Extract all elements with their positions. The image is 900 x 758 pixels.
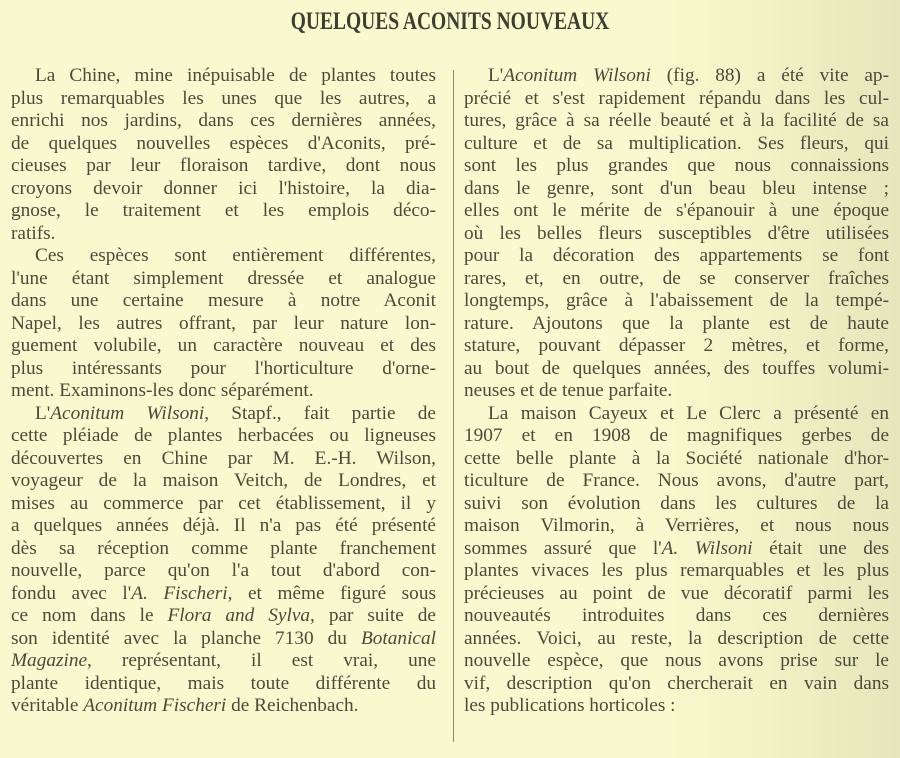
right-column xyxy=(464,65,889,718)
text-line: cette belle plante à la Société nationale d'hor- xyxy=(464,447,889,469)
text-line: l'une étant simplement dressée et analogue xyxy=(11,267,436,289)
text-line xyxy=(464,538,889,561)
text-line: cieuses par leur floraison tardive, dont nous xyxy=(11,155,436,176)
text-line: cette pléiade de plantes herbacées ou ligneuses xyxy=(11,425,436,446)
text-run: , représentant, il est vrai, une xyxy=(87,650,436,671)
text-line xyxy=(11,695,436,718)
text-line: les publications horticoles : xyxy=(464,695,676,716)
text-line: guement volubile, un caractère nouveau et des xyxy=(11,335,436,356)
text-line: plante identique, mais toute différente du xyxy=(11,672,436,694)
text-line xyxy=(11,650,436,673)
text-run: (fig. 88) a été vite ap- xyxy=(650,65,889,86)
text-line: elles ont le mérite de s'épanouir à une époque xyxy=(464,200,889,221)
text-line: rares, et, en outre, de se conserver fraîches xyxy=(464,267,889,289)
text-line: plus remarquables les unes que les autres, a xyxy=(11,87,436,109)
text-line: dans le genre, sont d'un beau bleu intense ; xyxy=(464,177,889,199)
text-line: rature. Ajoutons que la plante est de haute xyxy=(464,312,889,334)
text-line: croyons devoir donner ici l'histoire, la dia- xyxy=(11,177,436,199)
text-line: enrichi nos jardins, dans ces dernières années, xyxy=(11,110,436,131)
text-line: longtemps, grâce à l'abaissement de la tempé- xyxy=(464,290,889,311)
text-line: culture et de sa multiplication. Ses fleurs, qui xyxy=(464,132,889,154)
text-line: ticulture de France. Nous avons, d'autre part, xyxy=(464,470,889,491)
italic-species-name: Aconitum Fischeri xyxy=(83,695,227,716)
text-line: plantes vivaces les plus remarquables et les plus xyxy=(464,560,889,581)
text-line: neuses et de tenue parfaite. xyxy=(464,380,673,401)
italic-species-name: Flora and Sylva xyxy=(167,605,311,626)
text-run: était une des xyxy=(752,537,889,559)
text-line: gnose, le traitement et les emplois déco- xyxy=(11,200,436,221)
italic-species-name: Botanical xyxy=(361,627,436,649)
text-line: La Chine, mine inépuisable de plantes toutes xyxy=(35,65,436,86)
text-run: fondu avec l' xyxy=(11,582,132,604)
text-line: mises au commerce par cet établissement, il y xyxy=(11,492,436,514)
text-run: sommes assuré que l' xyxy=(464,537,662,559)
text-line: plus intéressants pour l'horticulture d'orne- xyxy=(11,357,436,379)
italic-species-name: Magazine xyxy=(11,650,88,671)
text-line: sont les plus grandes que nous connaissions xyxy=(464,155,889,176)
text-line: suivi son évolution dans les cultures de la xyxy=(464,492,889,514)
text-line: Napel, les autres offrant, par leur nature lon- xyxy=(11,312,436,334)
text-line: de quelques nouvelles espèces d'Aconits, pré- xyxy=(11,132,436,154)
text-line: dès sa réception comme plante franchement xyxy=(11,537,436,559)
text-line: ratifs. xyxy=(11,222,56,244)
italic-species-name: A. Fischeri xyxy=(131,582,228,604)
text-line xyxy=(11,605,436,628)
text-line: tures, grâce à sa réelle beauté et à la facilité de sa xyxy=(464,110,889,131)
text-run: de Reichenbach. xyxy=(226,695,359,716)
text-run: , Stapf., fait partie de xyxy=(204,402,436,424)
text-line: a quelques années déjà. Il n'a pas été présenté xyxy=(11,515,436,536)
text-line: ment. Examinons-les donc séparément. xyxy=(11,380,314,401)
text-run: , par suite de xyxy=(310,605,436,626)
text-line: précié et s'est rapidement répandu dans les cul- xyxy=(464,87,889,109)
text-run: , et même figuré sous xyxy=(227,582,436,604)
text-line: Ces espèces sont entièrement différentes, xyxy=(35,245,436,266)
text-line: nouvelle espèce, que nous avons prise sur le xyxy=(464,650,889,671)
text-run: L' xyxy=(488,65,504,86)
text-line: précieuses au point de vue décoratif parmi les xyxy=(464,582,889,604)
text-line: vif, description qu'on chercherait en vain dans xyxy=(464,672,889,694)
text-line: pour la décoration des appartements se font xyxy=(464,245,889,266)
text-line xyxy=(11,403,436,426)
text-line xyxy=(11,583,436,606)
italic-species-name: Aconitum Wilsoni xyxy=(503,65,651,86)
left-column xyxy=(11,65,436,718)
text-line: au bout de quelques années, des touffes volumi- xyxy=(464,357,889,379)
italic-species-name: A. Wilsoni xyxy=(661,537,753,559)
text-line: dans une certaine mesure à notre Aconit xyxy=(11,290,436,311)
text-line: découvertes en Chine par M. E.-H. Wilson, xyxy=(11,447,436,469)
text-line: maison Vilmorin, à Verrières, et nous nous xyxy=(464,515,889,536)
text-line: stature, pouvant dépasser 2 mètres, et forme, xyxy=(464,335,889,356)
text-line: nouveautés introduites dans ces dernières xyxy=(464,605,889,626)
text-run: ce nom dans le xyxy=(11,605,168,626)
column-divider xyxy=(453,70,454,742)
text-line: où les belles fleurs susceptibles d'être utilisées xyxy=(464,222,889,244)
text-line xyxy=(464,65,889,88)
text-line: nouvelle, parce qu'on l'a tout d'abord con- xyxy=(11,560,436,581)
text-run: véritable xyxy=(11,695,84,716)
text-line: La maison Cayeux et Le Clerc a présenté en xyxy=(488,402,889,424)
text-run: son identité avec la planche 7130 du xyxy=(11,627,362,649)
text-line: années. Voici, au reste, la description de cette xyxy=(464,627,889,649)
text-line xyxy=(11,628,436,651)
text-run: L' xyxy=(35,402,51,424)
italic-species-name: Aconitum Wilsoni xyxy=(50,402,205,424)
article-title: QUELQUES ACONITS NOUVEAUX xyxy=(290,8,610,35)
text-line: 1907 et en 1908 de magnifiques gerbes de xyxy=(464,425,889,446)
text-line: voyageur de la maison Veitch, de Londres, et xyxy=(11,470,436,491)
